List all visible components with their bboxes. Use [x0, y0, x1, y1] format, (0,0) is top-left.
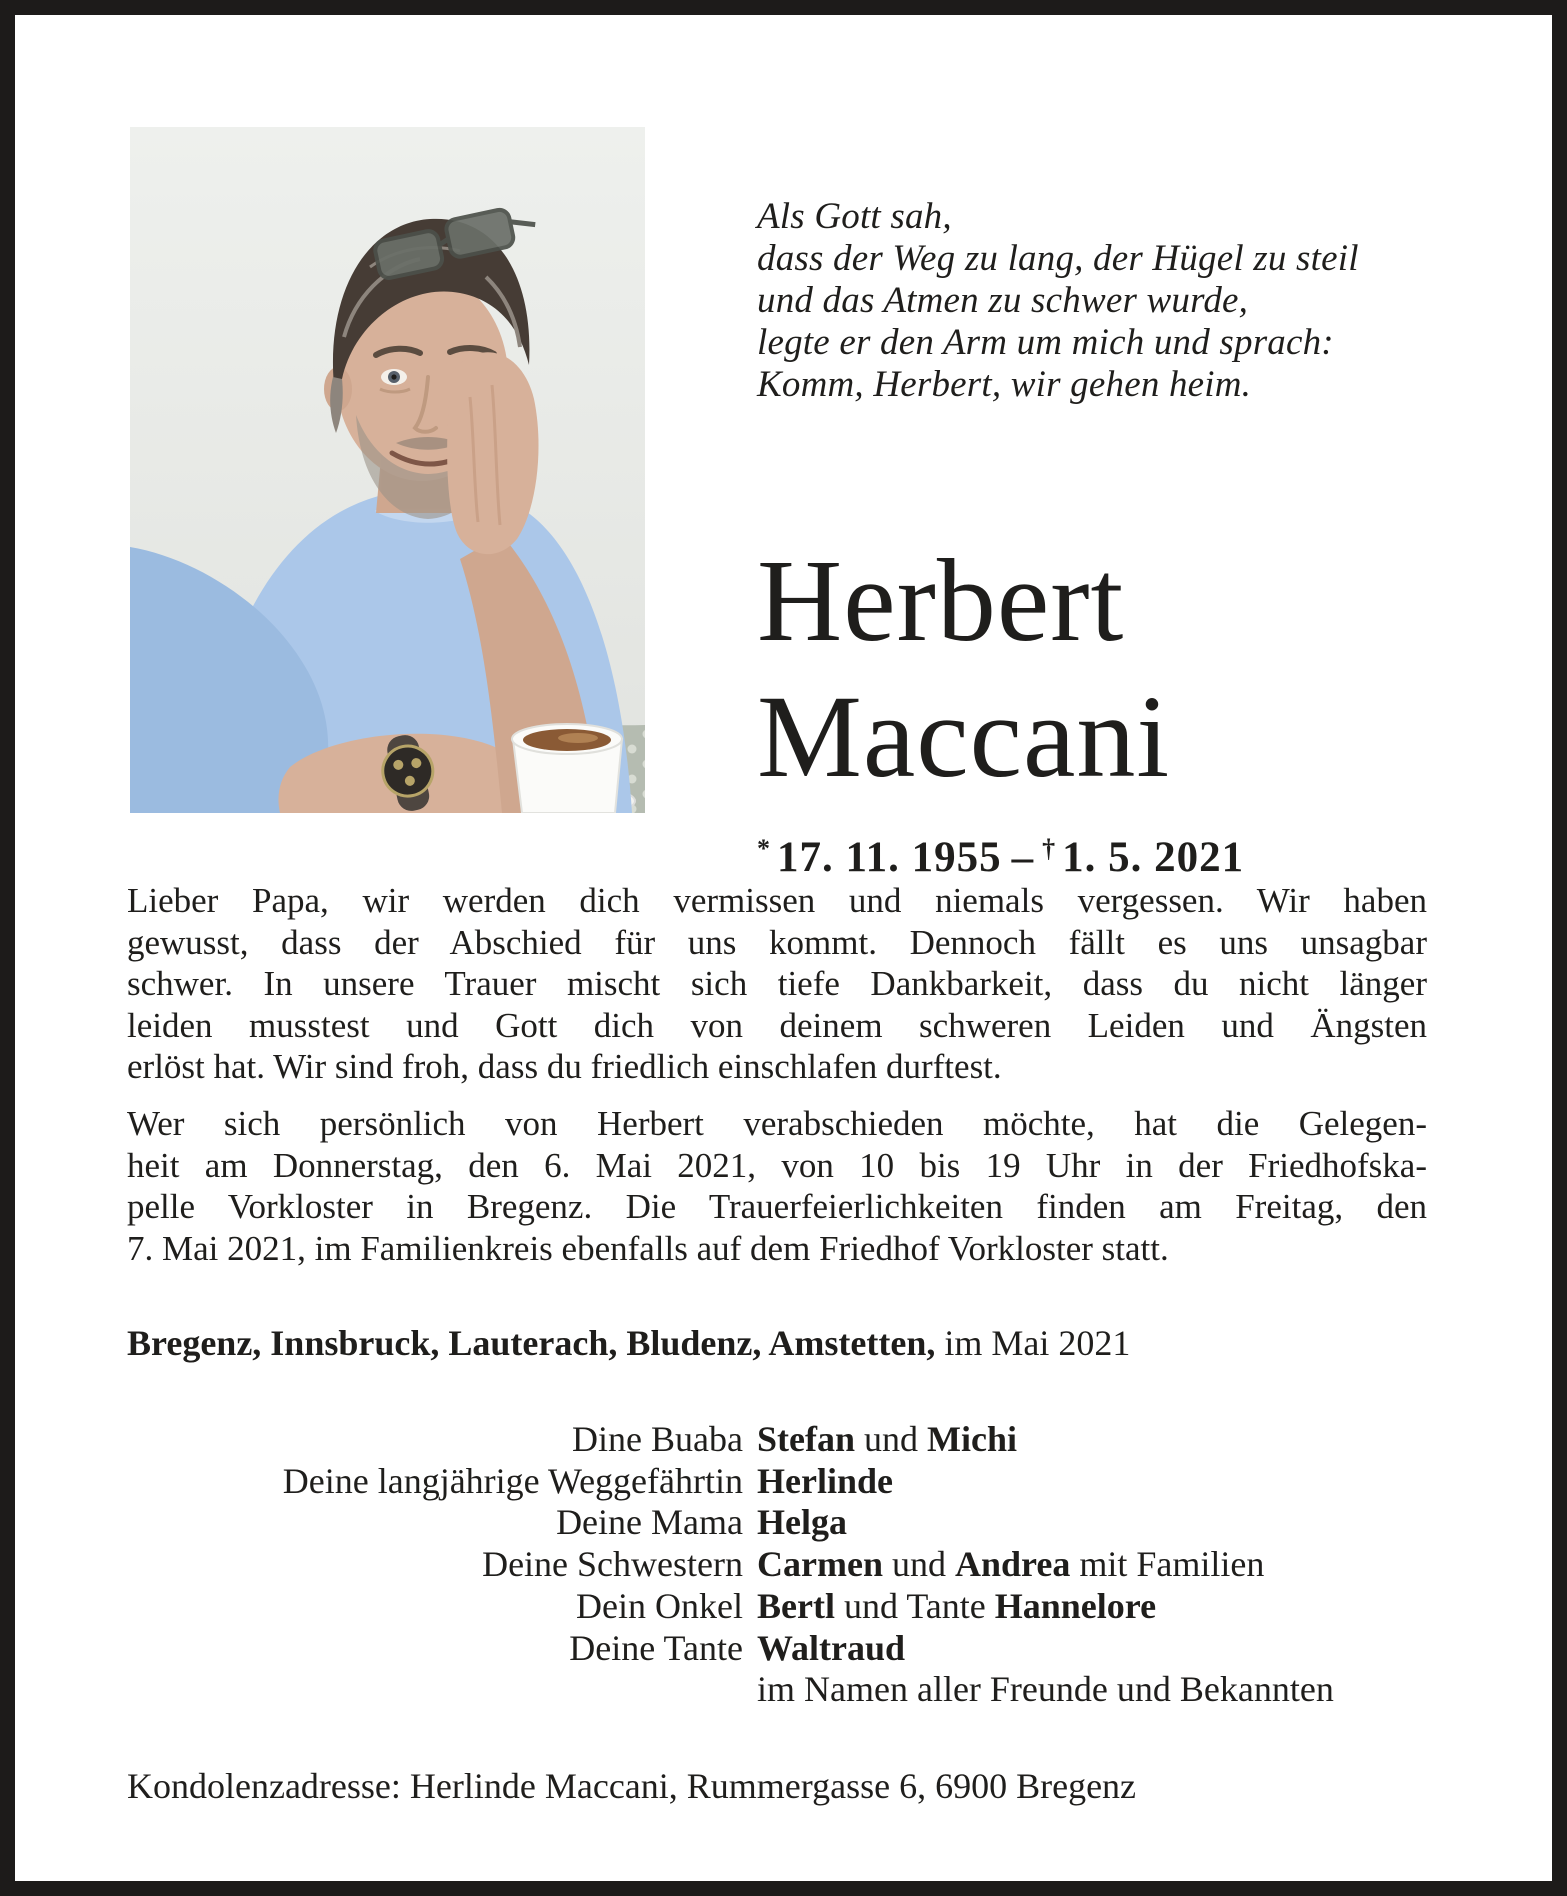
life-dates: [757, 833, 1244, 882]
mourner-label: Deine Tante: [569, 1627, 743, 1668]
mourner-label: [127, 1669, 743, 1711]
poem-line: Als Gott sah,: [757, 196, 952, 237]
text-line: gewusst, dass der Abschied für uns kommt. Dennoch fällt es uns unsagbar: [127, 922, 1427, 962]
farewell-paragraph: [127, 880, 1427, 1088]
text-line: schwer. In unsere Trauer mischt sich tiefe Dankbarkeit, dass du nicht länger: [127, 964, 1427, 1003]
mourner-label: Deine langjährige Weggefährtin: [282, 1460, 743, 1501]
death-date: 1. 5. 2021: [1062, 834, 1245, 881]
mourner-names: Bertl und Tante Hannelore: [757, 1585, 1157, 1626]
mourners-list: [127, 1419, 1487, 1711]
mourner-label: Dein Onkel: [576, 1585, 743, 1626]
mourner-label: Deine Schwestern: [482, 1544, 743, 1585]
text-line: erlöst hat. Wir sind froh, dass du friedlich einschlafen durftest.: [127, 1047, 1002, 1086]
birth-star-icon: *: [757, 834, 771, 863]
funeral-info-paragraph: [127, 1103, 1427, 1269]
mourner-row: [127, 1669, 1487, 1711]
text-line: pelle Vorkloster in Bregenz. Die Trauerfeierlichkeiten finden am Freitag, den: [127, 1187, 1427, 1226]
text-line: 7. Mai 2021, im Familienkreis ebenfalls auf dem Friedhof Vorkloster statt.: [127, 1228, 1169, 1268]
condolence-address: Kondolenzadresse: Herlinde Maccani, Rummergasse 6, 6900 Bregenz: [127, 1766, 1137, 1806]
mourner-names: Waltraud: [757, 1627, 906, 1668]
deceased-last-name: Maccani: [757, 671, 1171, 802]
portrait-photo: [130, 127, 645, 813]
portrait-photo-illustration: [130, 127, 645, 813]
cities-line: Bregenz, Innsbruck, Lauterach, Bludenz, Amstetten, im Mai 2021: [127, 1323, 1131, 1363]
mourner-row: [127, 1544, 1487, 1586]
mourner-label: Deine Mama: [556, 1502, 743, 1543]
text-line: Wer sich persönlich von Herbert verabschieden möchte, hat die Gelegen-: [127, 1104, 1427, 1143]
poem-line: Komm, Herbert, wir gehen heim.: [757, 364, 1252, 405]
coffee-cup: [512, 724, 622, 813]
poem-line: legte er den Arm um mich und sprach:: [757, 322, 1334, 363]
hand-on-cheek: [447, 352, 538, 554]
deceased-name: [757, 533, 1170, 805]
mourner-label: Dine Buaba: [572, 1419, 743, 1459]
text-line: heit am Donnerstag, den 6. Mai 2021, von 10 bis 19 Uhr in der Friedhofska-: [127, 1145, 1427, 1185]
deceased-first-name: Herbert: [757, 535, 1125, 666]
mourner-row: [127, 1461, 1487, 1503]
mourner-names: Herlinde: [757, 1460, 893, 1501]
text-line: leiden musstest und Gott dich von deinem schweren Leiden und Ängsten: [127, 1005, 1427, 1045]
date-separator: –: [1011, 834, 1035, 881]
mourner-row: [127, 1586, 1487, 1628]
birth-date: 17. 11. 1955: [777, 834, 1002, 881]
mourner-row: [127, 1419, 1487, 1461]
mourner-row: [127, 1628, 1487, 1670]
mourner-names: Carmen und Andrea mit Familien: [757, 1544, 1265, 1585]
death-cross-icon: †: [1042, 834, 1057, 863]
mourner-names: im Namen aller Freunde und Bekannten: [757, 1669, 1334, 1710]
memorial-poem: [757, 196, 1359, 406]
mourner-names: Stefan und Michi: [757, 1419, 1017, 1459]
poem-line: dass der Weg zu lang, der Hügel zu steil: [757, 238, 1359, 279]
mourner-names: Helga: [757, 1502, 847, 1543]
mourner-row: [127, 1502, 1487, 1544]
text-line: Lieber Papa, wir werden dich vermissen und niemals vergessen. Wir haben: [127, 881, 1427, 920]
poem-line: und das Atmen zu schwer wurde,: [757, 280, 1249, 321]
